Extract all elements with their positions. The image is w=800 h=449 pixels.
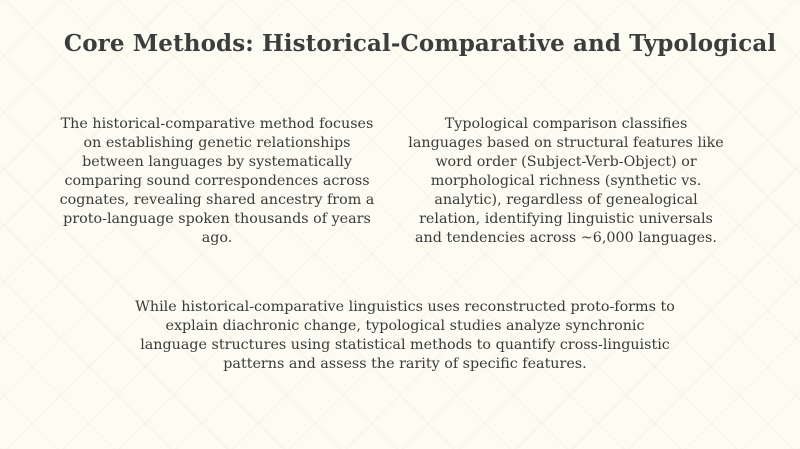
historical-comparative-paragraph: The historical-comparative method focuses on establishing genetic relationships between languages by systematically comparing sound correspondences across cognates, revealing shared ancestry from a proto-language spoken thousands of years ago. (59, 116, 375, 246)
typological-paragraph: Typological comparison classifies languages based on structural features like word order (Subject-Verb-Object) or morphological richness (synthetic vs. analytic), regardless of genealogical relation, identifying linguistic universals and tendencies across ~6,000 languages. (408, 116, 724, 246)
slide-title: Core Methods: Historical-Comparative and Typological (63, 30, 777, 57)
comparison-paragraph: While historical-comparative linguistics uses reconstructed proto-forms to explain diachronic change, typological studies analyze synchronic language structures using statistical methods to quantify cross-linguistic patterns and assess the rarity of specific features. (135, 299, 675, 372)
